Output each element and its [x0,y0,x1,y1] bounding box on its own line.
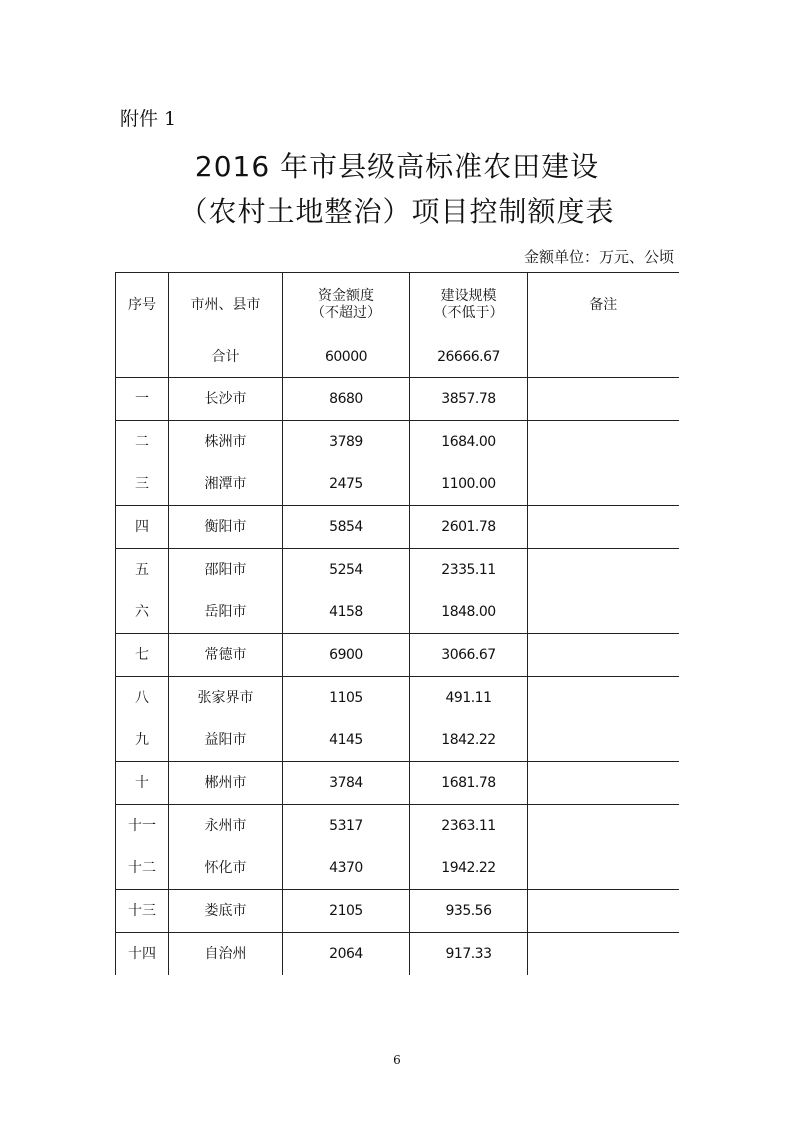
total-fund: 60000 [283,337,410,378]
document-title-line-2: （农村土地整治）项目控制额度表 [179,195,615,228]
row-scale: 1100.00 [410,463,528,506]
header-remark: 备注 [528,273,679,338]
table-row [116,634,679,677]
row-city: 郴州市 [169,762,283,805]
table-row [116,421,679,464]
table-row [116,719,679,762]
row-city: 邵阳市 [169,549,283,592]
row-remark [528,805,679,848]
header-scale-label: 建设规模 [440,288,497,305]
table-row [116,378,679,421]
quota-table [115,272,679,975]
row-city: 自治州 [169,933,283,976]
row-scale: 917.33 [410,933,528,976]
row-fund: 2475 [283,463,410,506]
row-fund: 4145 [283,719,410,762]
table-row [116,890,679,933]
header-seq: 序号 [116,273,169,338]
row-fund: 1105 [283,677,410,720]
row-remark [528,506,679,549]
row-city: 张家界市 [169,677,283,720]
row-fund: 8680 [283,378,410,421]
row-remark [528,933,679,976]
row-remark [528,719,679,762]
row-remark [528,421,679,464]
row-seq: 八 [116,677,169,720]
row-seq: 四 [116,506,169,549]
row-city: 株洲市 [169,421,283,464]
table-row [116,506,679,549]
header-fund-label: 资金额度 [318,288,374,305]
total-label: 合计 [169,337,283,378]
unit-note: 金额单位：万元、公顷 [523,248,674,266]
table-row [116,847,679,890]
row-fund: 5254 [283,549,410,592]
row-seq: 二 [116,421,169,464]
row-city: 常德市 [169,634,283,677]
row-city: 衡阳市 [169,506,283,549]
row-city: 益阳市 [169,719,283,762]
row-fund: 5317 [283,805,410,848]
attachment-label: 附件 1 [120,108,177,130]
table-row [116,549,679,592]
total-seq [116,337,169,378]
total-row [116,337,679,378]
row-fund: 2105 [283,890,410,933]
row-scale: 1681.78 [410,762,528,805]
row-remark [528,762,679,805]
table-row [116,677,679,720]
page-number: 6 [393,1053,401,1067]
header-row [116,273,679,338]
document-title-line-1: 2016 年市县级高标准农田建设 [194,150,600,183]
row-remark [528,847,679,890]
row-scale: 1848.00 [410,591,528,634]
row-remark [528,634,679,677]
table-row [116,933,679,976]
row-seq: 九 [116,719,169,762]
row-fund: 4370 [283,847,410,890]
total-scale: 26666.67 [410,337,528,378]
row-city: 娄底市 [169,890,283,933]
row-seq: 十三 [116,890,169,933]
row-city: 怀化市 [169,847,283,890]
header-scale-qualifier: （不低于） [433,305,504,321]
table-row [116,463,679,506]
row-remark [528,463,679,506]
row-seq: 一 [116,378,169,421]
row-scale: 491.11 [410,677,528,720]
row-remark [528,591,679,634]
row-seq: 十 [116,762,169,805]
row-scale: 2335.11 [410,549,528,592]
row-remark [528,549,679,592]
row-fund: 5854 [283,506,410,549]
row-remark [528,677,679,720]
row-scale: 935.56 [410,890,528,933]
row-seq: 五 [116,549,169,592]
row-fund: 6900 [283,634,410,677]
table-row [116,805,679,848]
row-scale: 3066.67 [410,634,528,677]
row-scale: 2363.11 [410,805,528,848]
row-seq: 六 [116,591,169,634]
row-scale: 2601.78 [410,506,528,549]
row-city: 长沙市 [169,378,283,421]
row-scale: 3857.78 [410,378,528,421]
row-city: 湘潭市 [169,463,283,506]
header-city: 市州、县市 [169,273,283,338]
row-fund: 2064 [283,933,410,976]
header-fund [283,273,410,338]
header-scale [410,273,528,338]
row-seq: 十四 [116,933,169,976]
row-seq: 七 [116,634,169,677]
table-row [116,762,679,805]
row-remark [528,378,679,421]
row-scale: 1942.22 [410,847,528,890]
total-remark [528,337,679,378]
row-seq: 三 [116,463,169,506]
row-remark [528,890,679,933]
row-city: 岳阳市 [169,591,283,634]
row-scale: 1684.00 [410,421,528,464]
row-fund: 3784 [283,762,410,805]
row-seq: 十一 [116,805,169,848]
row-fund: 3789 [283,421,410,464]
row-seq: 十二 [116,847,169,890]
header-fund-qualifier: （不超过） [311,305,381,321]
row-scale: 1842.22 [410,719,528,762]
table-row [116,591,679,634]
row-city: 永州市 [169,805,283,848]
row-fund: 4158 [283,591,410,634]
